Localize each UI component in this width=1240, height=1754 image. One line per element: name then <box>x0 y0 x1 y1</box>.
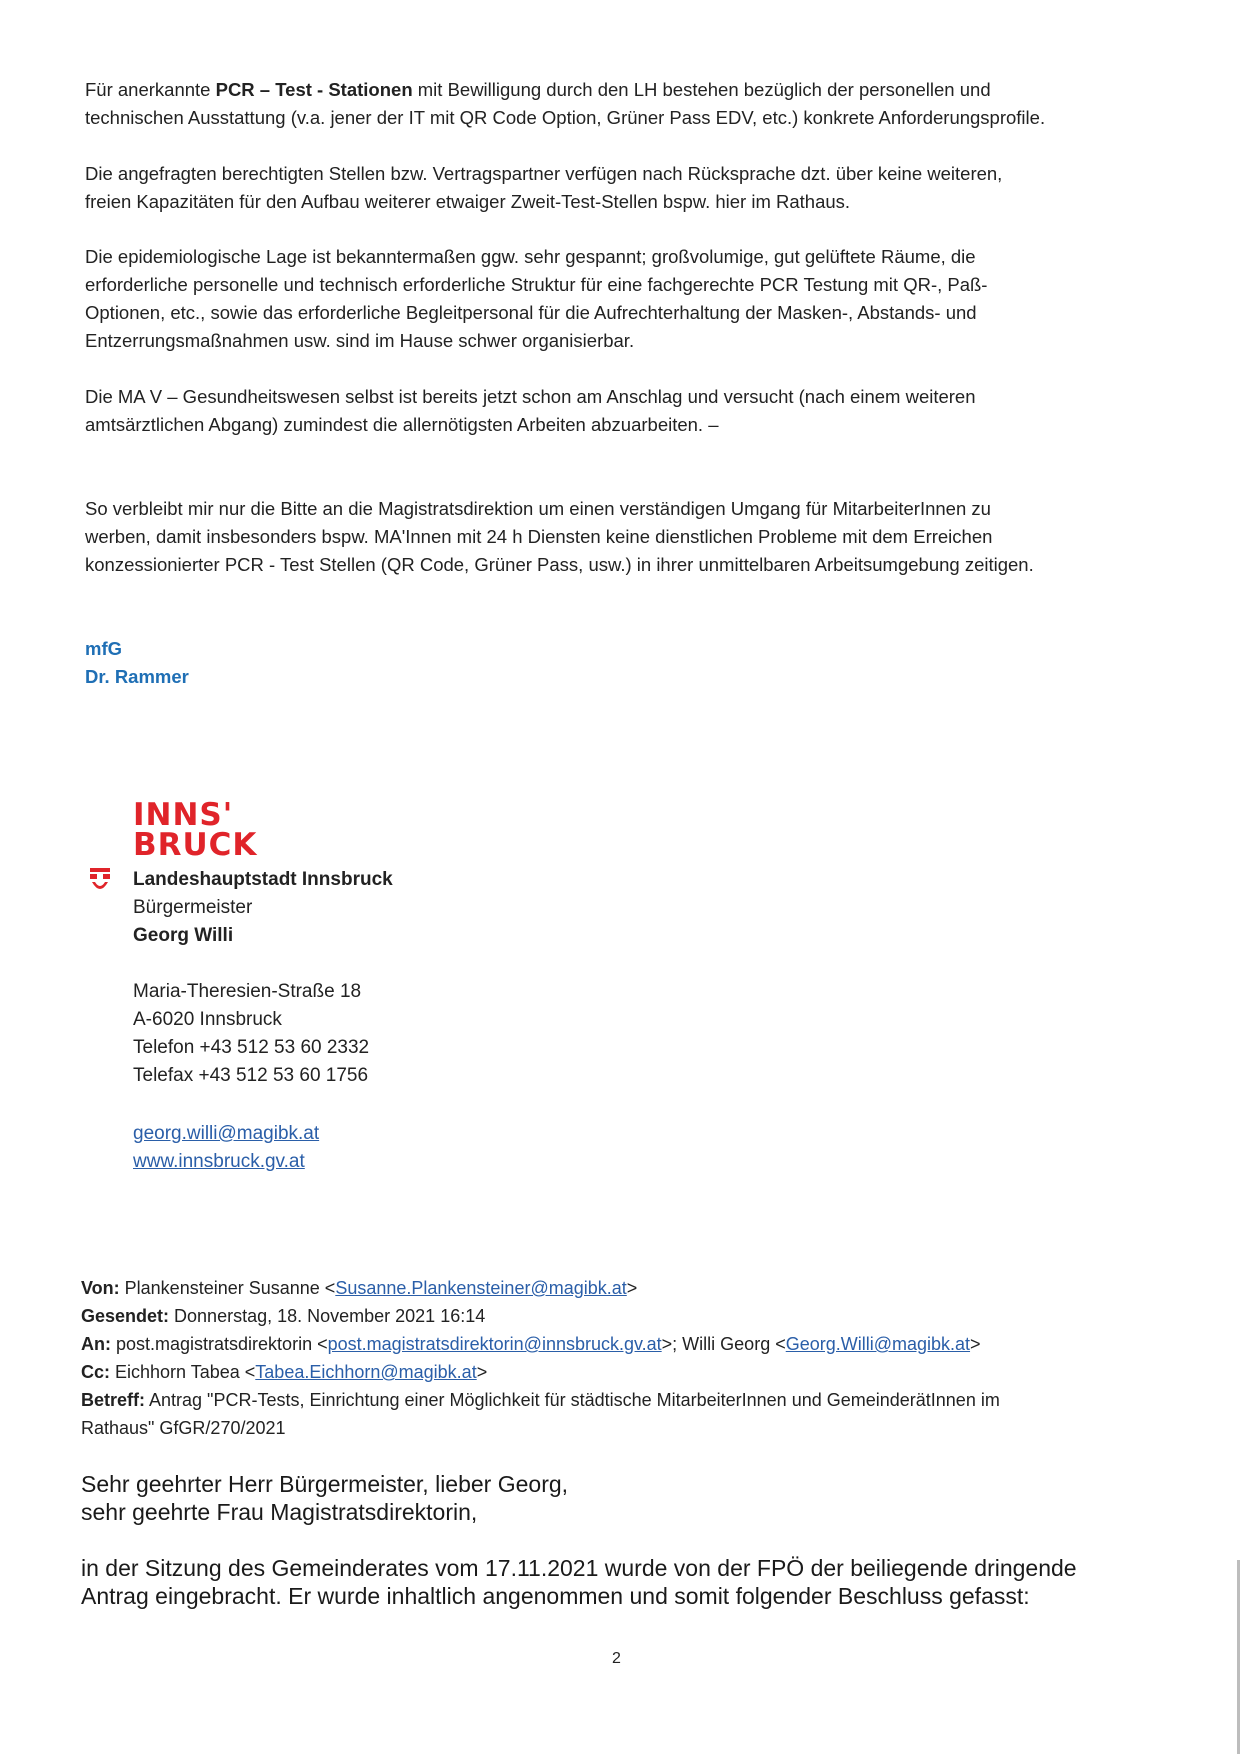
text-line: amtsärztlichen Abgang) zumindest die allernötigsten Arbeiten abzuarbeiten. – <box>85 414 719 435</box>
text-line: freien Kapazitäten für den Aufbau weiterer etwaiger Zweit-Test-Stellen bspw. hier im Rathaus. <box>85 191 851 212</box>
to-address-link[interactable]: post.magistratsdirektorin@innsbruck.gv.at <box>327 1334 662 1354</box>
email-sent-row <box>81 1302 1161 1330</box>
paragraph-ma-v <box>85 383 1165 439</box>
sent-value: Donnerstag, 18. November 2021 16:14 <box>169 1306 486 1326</box>
from-name: Plankensteiner Susanne < <box>119 1278 336 1298</box>
text: > <box>626 1278 638 1298</box>
cc-label: Cc: <box>81 1362 111 1382</box>
signature-block <box>133 866 393 950</box>
cc-address-link[interactable]: Tabea.Eichhorn@magibk.at <box>255 1362 477 1382</box>
paragraph-capacities <box>85 160 1165 216</box>
bold-text: PCR – Test - Stationen <box>215 79 413 100</box>
text: > <box>476 1362 488 1382</box>
subject-text-cont: Rathaus" GfGR/270/2021 <box>81 1418 286 1438</box>
text: Für anerkannte <box>85 79 216 100</box>
paragraph-pcr-stations <box>85 76 1165 132</box>
address-city: A-6020 Innsbruck <box>133 1009 282 1030</box>
text-line: So verbleibt mir nur die Bitte an die Magistratsdirektion um einen verständigen Umgang für MitarbeiterInnen zu <box>85 498 991 519</box>
to-name: post.magistratsdirektorin < <box>111 1334 328 1354</box>
letter-body <box>81 1554 1171 1610</box>
body-line: Antrag eingebracht. Er wurde inhaltlich angenommen und somit folgender Beschluss gefasst: <box>81 1583 1030 1609</box>
logo-line-1: INNS' <box>133 797 234 833</box>
email-from-row <box>81 1274 1161 1302</box>
text-line: Entzerrungsmaßnahmen usw. sind im Hause schwer organisierbar. <box>85 330 635 351</box>
salutation-line: sehr geehrte Frau Magistratsdirektorin, <box>81 1499 478 1525</box>
signature-org: Landeshauptstadt Innsbruck <box>133 869 393 890</box>
text-line: konzessionierter PCR - Test Stellen (QR Code, Grüner Pass, usw.) in ihrer unmittelbaren Arbeitsumgebung zeitigen. <box>85 554 1034 575</box>
text: mit Bewilligung durch den LH bestehen bezüglich der personellen und <box>412 79 991 100</box>
sent-label: Gesendet: <box>81 1306 170 1326</box>
subject-text: Antrag "PCR-Tests, Einrichtung einer Möglichkeit für städtische MitarbeiterInnen und GemeinderätInnen im <box>145 1390 1000 1410</box>
text: > <box>970 1334 981 1354</box>
from-label: Von: <box>81 1278 120 1298</box>
website-link[interactable]: www.innsbruck.gv.at <box>133 1151 305 1172</box>
text-line: Die MA V – Gesundheitswesen selbst ist bereits jetzt schon am Anschlag und versucht (nach einem weiteren <box>85 386 976 407</box>
signature-address <box>133 978 369 1090</box>
page-number: 2 <box>612 1650 621 1667</box>
text-line: werben, damit insbesonders bspw. MA'Innen mit 24 h Diensten keine dienstlichen Probleme mit dem Erreichen <box>85 526 993 547</box>
salutation-line: Sehr geehrter Herr Bürgermeister, lieber Georg, <box>81 1471 569 1497</box>
text-line: Optionen, etc., sowie das erforderliche Begleitpersonal für die Aufrechterhaltung der Masken-, Abstands- und <box>85 302 977 323</box>
logo-line-2: BRUCK <box>133 827 258 863</box>
email-cc-row <box>81 1358 1161 1386</box>
email-subject-row <box>81 1386 1161 1414</box>
email-to-row <box>81 1330 1161 1358</box>
signature-role: Bürgermeister <box>133 897 253 918</box>
body-line: in der Sitzung des Gemeinderates vom 17.11.2021 wurde von der FPÖ der beiliegende dringende <box>81 1555 1077 1581</box>
signature-person: Georg Willi <box>133 925 234 946</box>
text-line: Die epidemiologische Lage ist bekanntermaßen ggw. sehr gespannt; großvolumige, gut gelüftete Räume, die <box>85 246 976 267</box>
letter-salutation <box>81 1470 1171 1526</box>
signature-links <box>133 1120 319 1176</box>
text-line: erforderliche personelle und technisch erforderliche Struktur für eine fachgerechte PCR Testung mit QR-, Paß- <box>85 274 988 295</box>
subject-label: Betreff: <box>81 1390 146 1410</box>
text: >; Willi Georg < <box>661 1334 786 1354</box>
paragraph-epidemiology <box>85 243 1165 355</box>
closing-name: Dr. Rammer <box>85 666 189 687</box>
paragraph-request <box>85 495 1165 579</box>
to-address-link[interactable]: Georg.Willi@magibk.at <box>785 1334 971 1354</box>
to-label: An: <box>81 1334 111 1354</box>
text-line: Die angefragten berechtigten Stellen bzw. Vertragspartner verfügen nach Rücksprache dzt. über keine weiteren, <box>85 163 1003 184</box>
crest-icon <box>88 866 112 894</box>
address-fax: Telefax +43 512 53 60 1756 <box>133 1065 369 1086</box>
email-header <box>81 1274 1161 1442</box>
email-link[interactable]: georg.willi@magibk.at <box>133 1123 320 1144</box>
from-address-link[interactable]: Susanne.Plankensteiner@magibk.at <box>335 1278 627 1298</box>
innsbruck-logo <box>133 797 258 863</box>
text-line: technischen Ausstattung (v.a. jener der IT mit QR Code Option, Grüner Pass EDV, etc.) konkrete Anforderungsprofile. <box>85 107 1046 128</box>
address-street: Maria-Theresien-Straße 18 <box>133 981 362 1002</box>
closing <box>85 635 1165 691</box>
cc-name: Eichhorn Tabea < <box>110 1362 256 1382</box>
closing-greeting: mfG <box>85 638 122 659</box>
address-phone: Telefon +43 512 53 60 2332 <box>133 1037 370 1058</box>
